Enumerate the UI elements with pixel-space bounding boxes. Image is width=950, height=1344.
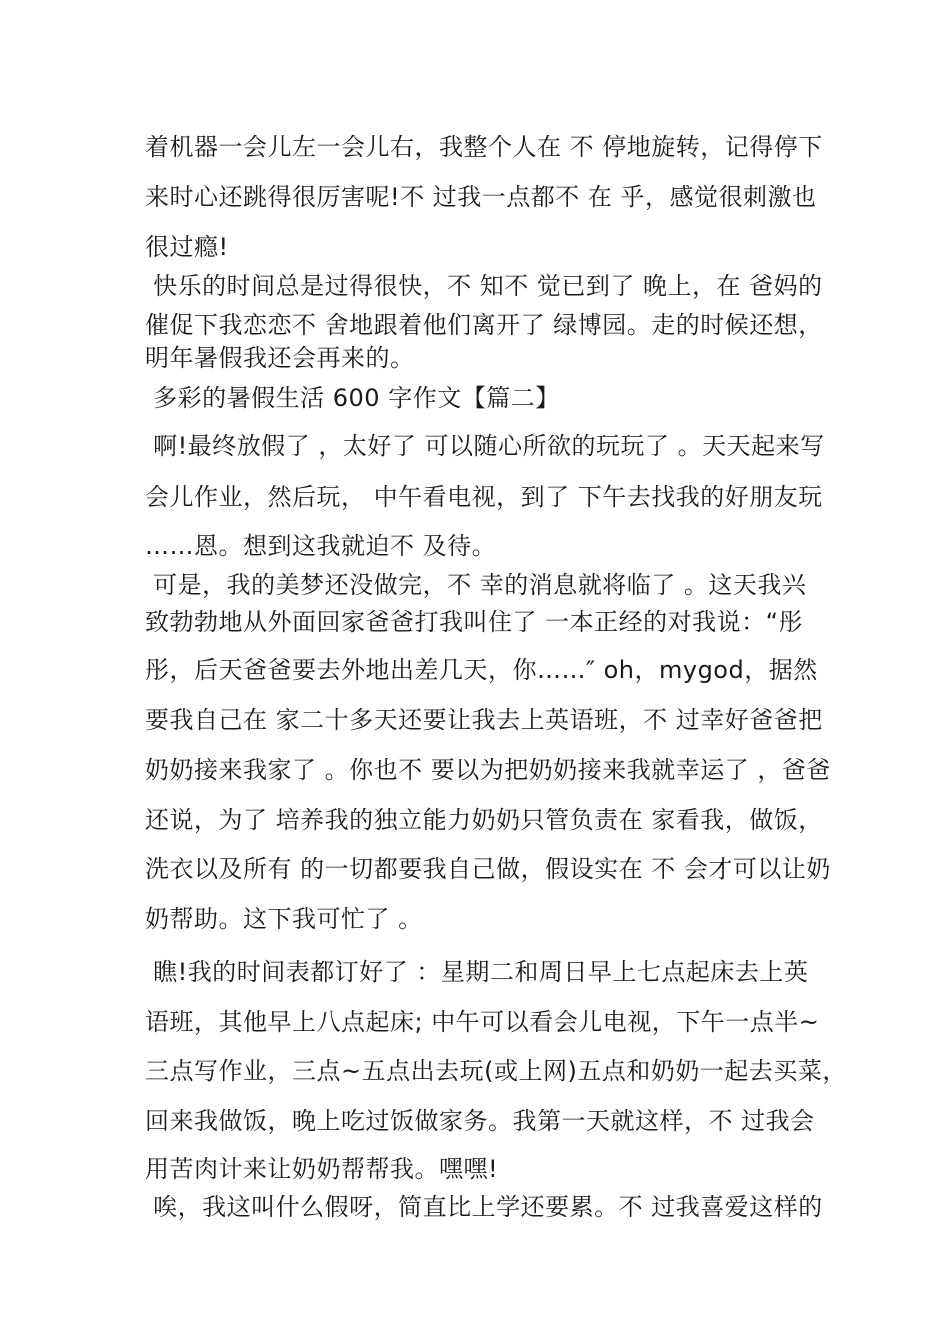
text-line: 催促下我恋恋不 舍地跟着他们离开了 绿博园。走的时候还想， [145, 311, 823, 339]
text-line: 可是，我的美梦还没做完，不 幸的消息就将临了 。这天我兴 [145, 571, 807, 599]
text-line: 明年暑假我还会再来的。 [145, 344, 415, 372]
text-line: 奶帮助。这下我可忙了 。 [145, 905, 423, 933]
text-line: ……恩。想到这我就迫不 及待。 [145, 532, 497, 560]
text-line: 唉，我这叫什么假呀，简直比上学还要累。不 过我喜爱这样的 [145, 1193, 823, 1221]
text-line: 用苦肉计来让奶奶帮帮我。嘿嘿! [145, 1155, 499, 1183]
text-line: 要我自己在 家二十多天还要让我去上英语班，不 过幸好爸爸把 [145, 706, 823, 734]
text-line: 洗衣以及所有 的一切都要我自己做，假设实在 不 会才可以让奶 [145, 855, 831, 883]
text-line: 来时心还跳得很厉害呢!不 过我一点都不 在 乎，感觉很刺激也 [145, 183, 817, 211]
section-heading: 多彩的暑假生活 600 字作文【篇二】 [145, 384, 560, 412]
text-line: 快乐的时间总是过得很快，不 知不 觉已到了 晚上，在 爸妈的 [145, 272, 823, 300]
text-line: 奶奶接来我家了 。你也不 要以为把奶奶接来我就幸运了 ，爸爸 [145, 756, 831, 784]
text-line: 彤，后天爸爸要去外地出差几天，你……″ oh，mygod，据然 [145, 656, 818, 684]
text-line: 致勃勃地从外面回家爸爸打我叫住了 一本正经的对我说：“彤 [145, 608, 804, 636]
text-line: 还说，为了 培养我的独立能力奶奶只管负责在 家看我，做饭， [145, 806, 823, 834]
text-line: 很过瘾! [145, 233, 229, 261]
text-line: 啊!最终放假了 ，太好了 可以随心所欲的玩玩了 。天天起来写 [145, 432, 825, 460]
text-line: 回来我做饭，晚上吃过饭做家务。我第一天就这样，不 过我会 [145, 1107, 815, 1135]
text-line: 着机器一会儿左一会儿右，我整个人在 不 停地旋转，记得停下 [145, 133, 823, 161]
text-line: 语班，其他早上八点起床; 中午可以看会儿电视，下午一点半~ [145, 1008, 820, 1036]
text-line: 瞧!我的时间表都订好了 ：星期二和周日早上七点起床去上英 [145, 958, 809, 986]
text-line: 三点写作业，三点~五点出去玩(或上网)五点和奶奶一起去买菜， [145, 1057, 847, 1085]
text-line: 会儿作业，然后玩， 中午看电视，到了 下午去找我的好朋友玩 [145, 483, 823, 511]
